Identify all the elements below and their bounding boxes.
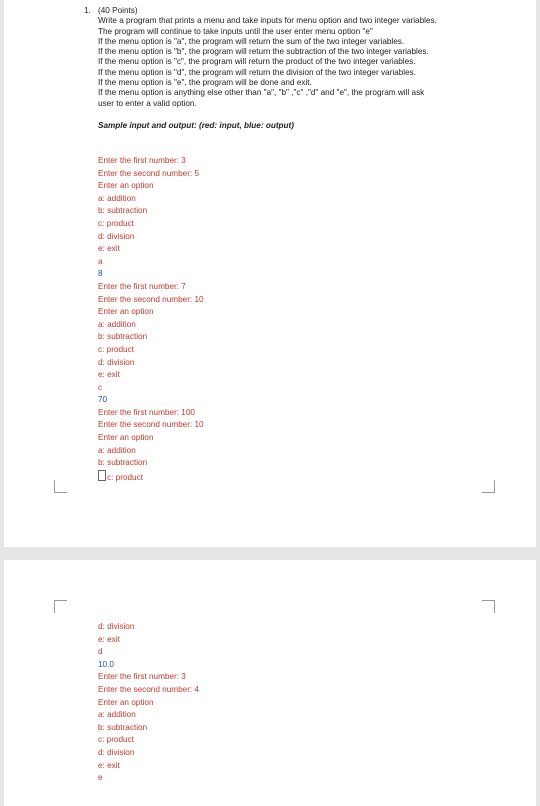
line-text: e	[98, 773, 103, 783]
line-text: d: division	[98, 231, 135, 241]
input-line	[98, 319, 204, 332]
input-line	[98, 407, 204, 420]
description-line: user to enter a valid option.	[98, 98, 197, 108]
input-line	[98, 180, 204, 193]
input-line	[98, 634, 199, 647]
description-line: If the menu option is anything else other than "a", "b" ,"c" ,"d" and "e", the program will ask	[98, 88, 425, 98]
input-line	[98, 734, 199, 747]
input-line	[98, 722, 199, 735]
input-line	[98, 243, 204, 256]
line-text: d: division	[98, 622, 135, 631]
text-cursor-icon	[98, 470, 106, 481]
description-line: If the menu option is "a", the program will return the sum of the two integer variables.	[98, 36, 405, 46]
question-body	[98, 6, 498, 131]
input-line	[98, 344, 204, 357]
line-text: Enter the second number: 10	[98, 294, 204, 304]
document-page-1	[4, 0, 536, 547]
input-line	[98, 470, 204, 485]
line-text: c: product	[98, 218, 134, 228]
description-line: If the menu option is "c", the program will return the product of the two integer variables.	[98, 57, 416, 67]
line-text: 8	[98, 269, 103, 279]
line-text: a: addition	[98, 319, 136, 329]
description-line: If the menu option is "d", the program will return the division of the two integer variables.	[98, 67, 417, 77]
input-line	[98, 457, 204, 470]
line-text: a	[98, 256, 103, 266]
line-text: c: product	[98, 735, 134, 745]
input-line	[98, 331, 204, 344]
input-line	[98, 369, 204, 382]
input-line	[98, 218, 204, 231]
input-line	[98, 671, 199, 684]
input-line	[98, 231, 204, 244]
line-text: 70	[98, 395, 108, 405]
input-line	[98, 256, 204, 269]
input-line	[98, 168, 204, 181]
input-line	[98, 760, 199, 773]
document-page-2	[4, 560, 536, 806]
input-line	[98, 646, 199, 659]
input-line	[98, 294, 204, 307]
input-line	[98, 772, 199, 785]
input-line	[98, 747, 199, 760]
line-text: e: exit	[98, 244, 120, 254]
question-points: (40 Points)	[98, 6, 138, 15]
line-text: Enter the second number: 4	[98, 684, 200, 694]
margin-mark	[54, 600, 67, 613]
input-line	[98, 382, 204, 395]
line-text: d: division	[98, 747, 135, 757]
line-text: a: addition	[98, 445, 136, 455]
input-line	[98, 697, 199, 710]
line-text: Enter an option	[98, 181, 154, 191]
line-text: c: product	[98, 344, 134, 354]
line-text: c: product	[107, 472, 143, 482]
input-line	[98, 357, 204, 370]
line-text: b: subtraction	[98, 206, 148, 216]
line-text: Enter an option	[98, 307, 154, 317]
line-text: d: division	[98, 357, 135, 367]
line-text: b: subtraction	[98, 722, 148, 732]
line-text: Enter the first number: 100	[98, 407, 195, 417]
line-text: e: exit	[98, 634, 120, 644]
line-text: Enter the second number: 5	[98, 168, 200, 178]
line-text: Enter an option	[98, 697, 154, 707]
line-text: Enter the first number: 3	[98, 672, 186, 682]
line-text: b: subtraction	[98, 332, 148, 342]
line-text: Enter the second number: 10	[98, 420, 204, 430]
line-text: d	[98, 647, 103, 657]
description-line: If the menu option is "e", the program will be done and exit.	[98, 78, 312, 88]
margin-mark	[482, 480, 495, 493]
margin-mark	[54, 480, 67, 493]
input-line	[98, 432, 204, 445]
line-text: e: exit	[98, 370, 120, 380]
input-line	[98, 621, 199, 634]
question-description	[98, 16, 498, 109]
input-line	[98, 684, 199, 697]
output-line	[98, 659, 199, 672]
input-line	[98, 419, 204, 432]
sample-heading: Sample input and output: (red: input, blue: output)	[98, 120, 295, 130]
description-line: Write a program that prints a menu and take inputs for menu option and two integer variables.	[98, 16, 437, 26]
description-line: The program will continue to take inputs until the user enter menu option "e"	[98, 26, 373, 36]
line-text: c	[98, 382, 103, 392]
sample-io-page-1	[98, 155, 204, 484]
sample-io-page-2	[98, 621, 199, 785]
input-line	[98, 709, 199, 722]
line-text: 10.0	[98, 659, 114, 669]
question-number: 1.	[84, 6, 91, 15]
margin-mark	[482, 600, 495, 613]
output-line	[98, 394, 204, 407]
line-text: a: addition	[98, 193, 136, 203]
input-line	[98, 281, 204, 294]
line-text: e: exit	[98, 760, 120, 770]
output-line	[98, 268, 204, 281]
line-text: Enter an option	[98, 433, 154, 443]
line-text: Enter the first number: 7	[98, 281, 186, 291]
line-text: b: subtraction	[98, 458, 148, 468]
line-text: a: addition	[98, 710, 136, 720]
description-line: If the menu option is "b", the program will return the subtraction of the two integer variables.	[98, 47, 429, 57]
input-line	[98, 445, 204, 458]
input-line	[98, 306, 204, 319]
input-line	[98, 193, 204, 206]
input-line	[98, 155, 204, 168]
line-text: Enter the first number: 3	[98, 156, 186, 165]
input-line	[98, 205, 204, 218]
